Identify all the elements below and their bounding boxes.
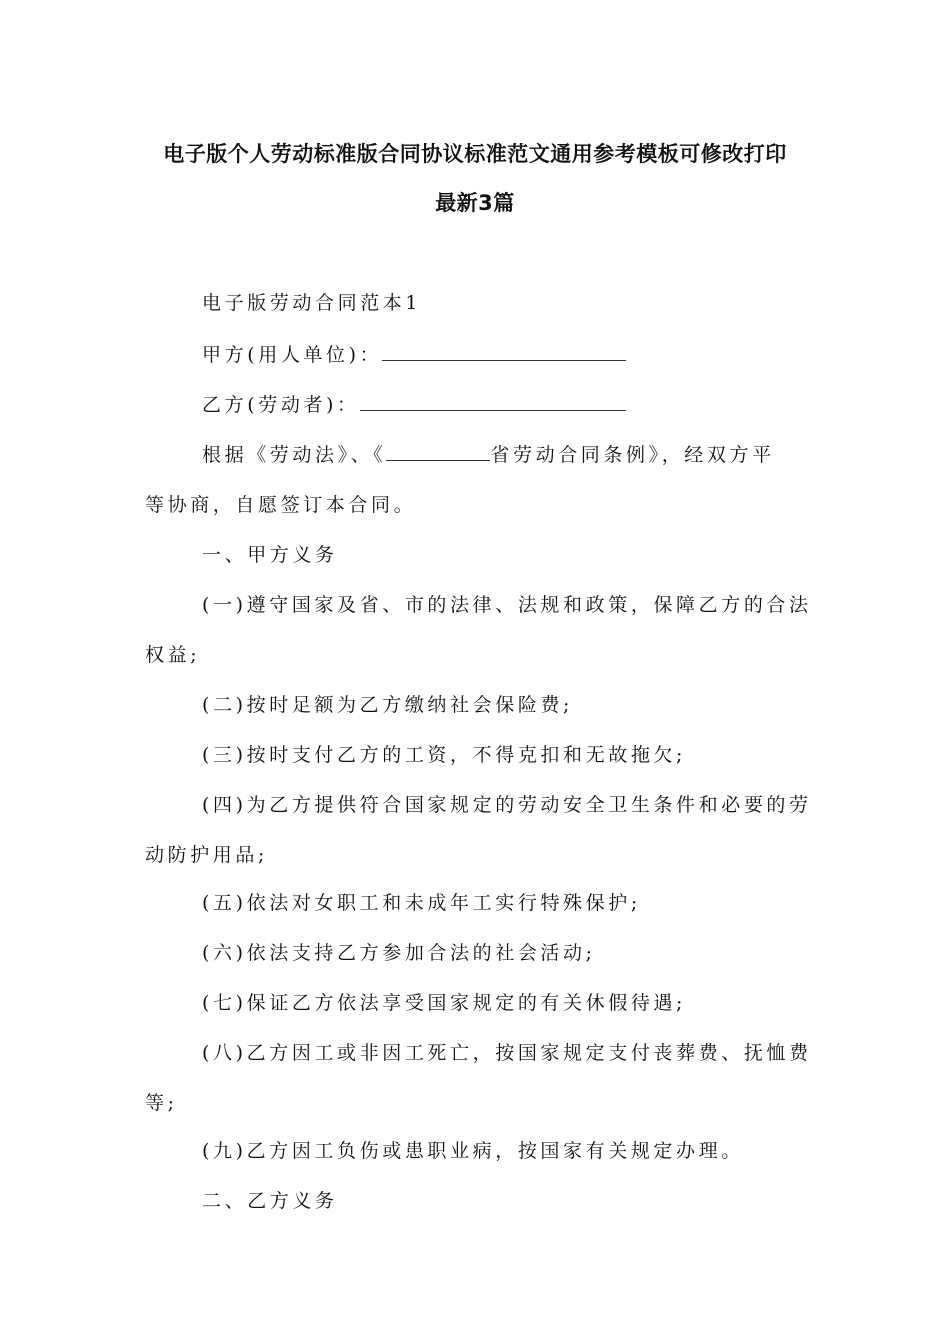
document-title-line2: 最新3篇	[435, 191, 515, 215]
basis-line	[145, 440, 867, 467]
clause-6: (六)依法支持乙方参加合法的社会活动;	[202, 942, 596, 964]
clause-9: (九)乙方因工负伤或患职业病，按国家有关规定办理。	[202, 1140, 744, 1162]
clause-3: (三)按时支付乙方的工资，不得克扣和无故拖欠;	[202, 744, 687, 766]
party-b-line	[145, 390, 867, 417]
basis-prefix: 根据《劳动法》、《	[202, 444, 387, 466]
clause-1-continuation: 权益;	[145, 644, 201, 666]
contract-heading: 电子版劳动合同范本1	[202, 292, 422, 314]
clause-8: (八)乙方因工或非因工死亡，按国家规定支付丧葬费、抚恤费	[202, 1042, 812, 1064]
document-title: 电子版个人劳动标准版合同协议标准范文通用参考模板可修改打印	[163, 142, 787, 166]
basis-continuation: 等协商，自愿签订本合同。	[145, 494, 417, 516]
clause-7: (七)保证乙方依法享受国家规定的有关休假待遇;	[202, 992, 687, 1014]
party-a-label: 甲方(用人单位)：	[202, 344, 383, 366]
clause-4: (四)为乙方提供符合国家规定的劳动安全卫生条件和必要的劳	[202, 794, 812, 816]
basis-suffix: 省劳动合同条例》，经双方平	[490, 444, 775, 466]
clause-4-continuation: 动防护用品;	[145, 844, 269, 866]
clause-5: (五)依法对女职工和未成年工实行特殊保护;	[202, 892, 641, 914]
clause-1: (一)遵守国家及省、市的法律、法规和政策，保障乙方的合法	[202, 594, 812, 616]
party-a-line	[145, 340, 867, 367]
section-heading-1: 一、甲方义务	[202, 544, 338, 566]
section-heading-2: 二、乙方义务	[202, 1190, 338, 1212]
party-b-label: 乙方(劳动者)：	[202, 394, 360, 416]
party-a-blank	[382, 346, 626, 361]
party-b-blank	[360, 396, 626, 411]
clause-2: (二)按时足额为乙方缴纳社会保险费;	[202, 694, 574, 716]
clause-8-continuation: 等;	[145, 1092, 178, 1114]
province-blank	[386, 446, 490, 461]
